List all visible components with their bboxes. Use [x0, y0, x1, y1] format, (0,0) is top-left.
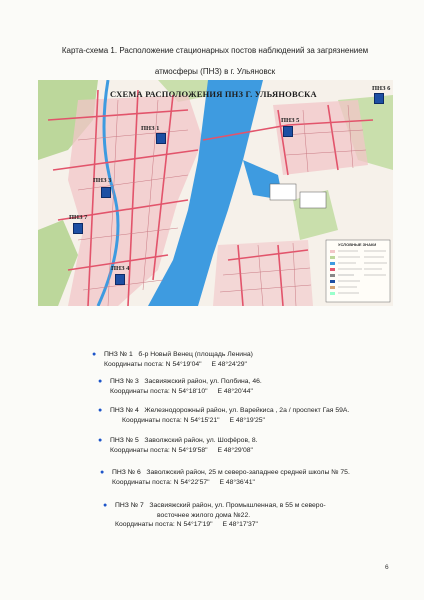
- pnz4-marker: [115, 274, 125, 285]
- station-coords: [110, 446, 258, 456]
- bullet-icon: ●: [98, 407, 103, 414]
- pnz6-label: ПНЗ 6: [372, 85, 391, 92]
- title-line-2: атмосферы (ПНЗ) в г. Ульяновск: [154, 67, 276, 76]
- station-address: Железнодорожный район, ул. Варейкиса , 2а / проспект Гая 59А.: [144, 407, 350, 414]
- urban-area: [213, 240, 313, 306]
- station-heading: [104, 350, 253, 360]
- legend-title: УСЛОВНЫЕ ЗНАКИ: [338, 242, 377, 247]
- station-address-cont: восточнее жилого дома №22.: [157, 511, 251, 519]
- pnz5-marker: [283, 126, 293, 137]
- city-map: [38, 80, 393, 306]
- coords-label: Координаты поста:: [122, 416, 182, 424]
- coords-lat: N 54°22'57": [173, 478, 210, 486]
- station-address: Заволжский район, 25 м северо-западнее средней школы № 75.: [146, 469, 350, 476]
- bullet-icon: ●: [103, 502, 108, 509]
- coords-lon: E 48°29'08": [217, 446, 253, 454]
- coords-label: Координаты поста:: [112, 478, 172, 486]
- station-number: ПНЗ № 1: [104, 351, 133, 358]
- coords-lat: N 54°15'21": [183, 416, 220, 424]
- station-address: Заволжский район, ул. Шофёров, 8.: [144, 437, 258, 444]
- station-item: [103, 501, 326, 530]
- station-heading: [115, 501, 326, 511]
- title-line-1: Карта-схема 1. Расположение стационарных постов наблюдений за загрязнением: [61, 46, 369, 55]
- inset-map: [270, 184, 296, 200]
- coords-lon: E 48°36'41": [219, 478, 255, 486]
- station-number: ПНЗ № 5: [110, 437, 139, 444]
- coords-lon: E 48°17'37": [222, 521, 258, 529]
- station-number: ПНЗ № 7: [115, 502, 144, 509]
- station-number: ПНЗ № 6: [112, 469, 141, 476]
- pnz7-marker: [73, 223, 83, 234]
- station-coords: [112, 478, 350, 488]
- coords-lon: E 48°24'29": [211, 360, 247, 368]
- station-heading: [110, 436, 258, 446]
- station-heading: [112, 468, 350, 478]
- coords-label: Координаты поста:: [110, 446, 170, 454]
- bullet-icon: ●: [98, 378, 103, 385]
- pnz3-label: ПНЗ 3: [93, 177, 112, 184]
- bullet-icon: ●: [100, 469, 105, 476]
- page-title: [40, 40, 390, 82]
- coords-lat: N 54°19'04": [165, 360, 202, 368]
- station-item: [98, 436, 258, 455]
- station-coords: [110, 387, 262, 397]
- coords-label: Координаты поста:: [115, 521, 175, 529]
- coords-lat: N 54°17'19": [176, 521, 213, 529]
- pnz5-label: ПНЗ 5: [281, 117, 300, 124]
- station-coords: [115, 520, 326, 530]
- station-heading: [110, 377, 262, 387]
- station-coords: [110, 416, 349, 426]
- pnz7-label: ПНЗ 7: [69, 214, 88, 221]
- station-address: Засвияжский район, ул. Полбина, 46.: [144, 378, 262, 385]
- bullet-icon: ●: [98, 437, 103, 444]
- station-address: б-р Новый Венец (площадь Ленина): [138, 351, 253, 358]
- urban-area: [273, 100, 368, 175]
- coords-label: Координаты поста:: [110, 387, 170, 395]
- coords-lon: E 48°20'44": [217, 387, 253, 395]
- map-drawing: [38, 80, 393, 306]
- station-heading: [110, 406, 349, 416]
- bullet-icon: ●: [92, 351, 97, 358]
- pnz6-marker: [374, 93, 384, 104]
- page-number: 6: [385, 564, 389, 571]
- coords-lat: N 54°19'58": [171, 446, 208, 454]
- station-item: [98, 406, 350, 425]
- station-coords: [104, 360, 253, 370]
- station-item: [98, 377, 262, 396]
- inset-map: [300, 192, 326, 208]
- coords-lon: E 48°19'25": [229, 416, 265, 424]
- station-number: ПНЗ № 4: [110, 407, 139, 414]
- station-number: ПНЗ № 3: [110, 378, 139, 385]
- station-item: [100, 468, 350, 487]
- pnz1-marker: [156, 133, 166, 144]
- coords-label: Координаты поста:: [104, 360, 164, 368]
- pnz1-label: ПНЗ 1: [141, 125, 160, 132]
- station-address: Засвияжский район, ул. Промышленная, в 55 м северо-: [149, 502, 326, 509]
- map-heading: СХЕМА РАСПОЛОЖЕНИЯ ПНЗ Г. УЛЬЯНОВСКА: [110, 89, 317, 99]
- pnz4-label: ПНЗ 4: [111, 265, 130, 272]
- coords-lat: N 54°18'10": [171, 387, 208, 395]
- station-item: [92, 350, 253, 369]
- pnz3-marker: [101, 187, 111, 198]
